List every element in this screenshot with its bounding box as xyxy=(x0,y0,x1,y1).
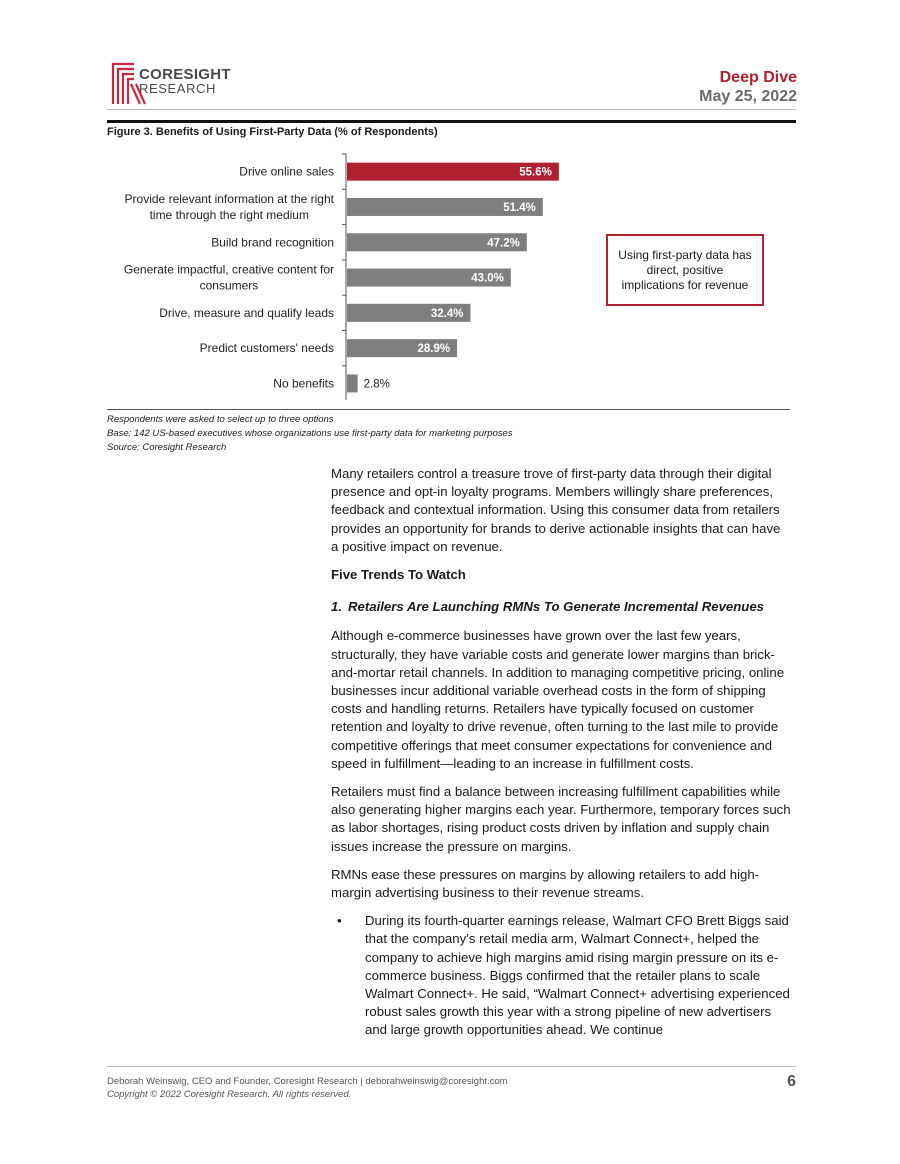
note-source: Source: Coresight Research xyxy=(107,442,227,453)
figure-notes xyxy=(107,413,513,455)
footer-divider xyxy=(107,1066,796,1067)
bar-value-label: 43.0% xyxy=(471,272,504,285)
logo-wordmark-line1: CORESIGHT xyxy=(139,66,231,83)
footer-author: Deborah Weinswig, CEO and Founder, Coresight Research | deborahweinswig@coresight.com xyxy=(107,1076,508,1087)
bullet-text: During its fourth-quarter earnings release, Walmart CFO Brett Biggs said that the company’s retail media arm, Walmart Connect+, helped the company to achieve high margins amid rising margin pressure on its e-commerce business. Biggs confirmed that the retailer plans to scale Walmart Connect+. He said, “Walmart Connect+ advertising experienced robust sales growth this year with a strong pipeline of new advertisers and large growth opportunities ahead. We continue xyxy=(365,913,790,1038)
category-label: Drive, measure and qualify leads xyxy=(159,305,334,320)
bar-value-label: 32.4% xyxy=(430,307,464,320)
figure-title: Figure 3. Benefits of Using First-Party Data (% of Respondents) xyxy=(107,126,438,138)
logo-wordmark-line2: RESEARCH xyxy=(139,81,217,96)
section-heading: Five Trends To Watch xyxy=(331,567,466,583)
bar-value-label: 2.8% xyxy=(363,378,390,391)
category-label: time through the right medium xyxy=(149,207,309,222)
footer-copyright: Copyright © 2022 Coresight Research. All rights reserved. xyxy=(107,1089,352,1100)
category-label: Provide relevant information at the right xyxy=(124,191,334,206)
bar-value-label: 28.9% xyxy=(417,343,451,356)
trend-heading xyxy=(331,598,791,616)
category-label: Drive online sales xyxy=(239,164,334,179)
article-body xyxy=(331,465,791,1040)
bar-value-label: 47.2% xyxy=(487,237,520,250)
callout-text: Using first-party data has direct, positive implications for revenue xyxy=(618,247,752,292)
header-divider xyxy=(107,109,796,110)
category-label: consumers xyxy=(199,278,259,293)
category-label: Generate impactful, creative content for xyxy=(123,262,334,277)
trend-title: Retailers Are Launching RMNs To Generate Incremental Revenues xyxy=(348,599,765,615)
bullet-item xyxy=(331,912,791,1039)
document-type: Deep Dive xyxy=(719,69,797,86)
category-label: Predict customers' needs xyxy=(199,341,334,356)
bar-value-label: 55.6% xyxy=(519,166,552,179)
paragraph: RMNs ease these pressures on margins by allowing retailers to add high-margin advertising business to their revenue streams. xyxy=(331,866,760,901)
trend-number: 1. xyxy=(331,599,342,615)
paragraph: Although e-commerce businesses have grown over the last few years, structurally, they have variable costs and generate lower margins than brick-and-mortar retail channels. In addition to managing competitive pricing, online businesses incur additional variable overhead costs in the form of shipping costs and handling returns. Retailers have typically focused on customer retention and loyalty to drive revenue, often turning to the last mile to provide competitive offerings that meet consumer expectations for convenience and speed in fulfillment—leading to an increase in fulfillment costs. xyxy=(331,628,785,771)
bar-value-label: 51.4% xyxy=(503,201,536,214)
document-date: May 25, 2022 xyxy=(699,88,797,105)
callout-box xyxy=(606,234,764,306)
header-rule xyxy=(107,120,796,123)
bar xyxy=(347,374,358,392)
note-base: Base: 142 US-based executives whose organizations use first-party data for marketing purposes xyxy=(107,428,513,439)
page-number: 6 xyxy=(787,1073,796,1090)
footer xyxy=(107,1075,508,1101)
category-label: Build brand recognition xyxy=(211,235,334,250)
bullet-dot: • xyxy=(337,913,342,929)
note-respondents: Respondents were asked to select up to three options xyxy=(107,414,334,425)
paragraph: Retailers must find a balance between increasing fulfillment capabilities while also generating higher margins each year. Furthermore, temporary forces such as labor shortages, rising product costs driven by inflation and supply chain issues increase the pressure on margins. xyxy=(331,784,791,854)
intro-paragraph: Many retailers control a treasure trove of first-party data through their digital presence and opt-in loyalty programs. Members willingly share preferences, feedback and contextual information. Using this consumer data from retailers provides an opportunity for brands to derive actionable insights that can have a positive impact on revenue. xyxy=(331,466,781,554)
category-label: No benefits xyxy=(273,376,334,391)
figure-divider xyxy=(107,409,790,410)
